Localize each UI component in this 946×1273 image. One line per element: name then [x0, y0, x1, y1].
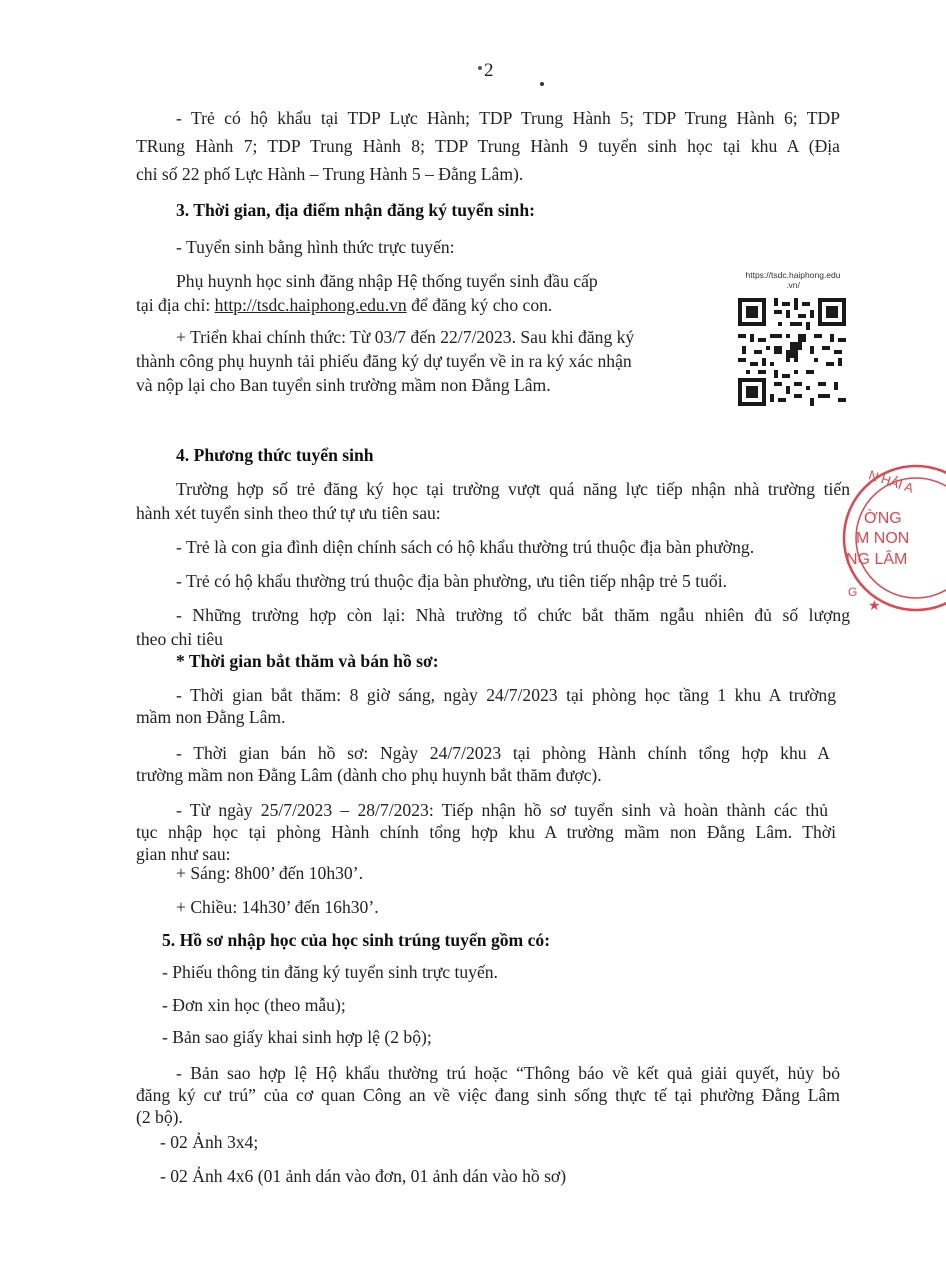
qr-code-icon[interactable] [738, 298, 846, 406]
method-intro-line-1: Trường hợp số trẻ đăng ký học tại trường vượt quá năng lực tiếp nhận nhà trường tiến [176, 479, 850, 499]
login-line-2 [136, 294, 552, 316]
document-item-4-line-1: - Bản sao hợp lệ Hộ khẩu thường trú hoặc “Thông báo về kết quả giải quyết, hủy bỏ [176, 1063, 840, 1083]
section-4-heading: 4. Phương thức tuyển sinh [176, 445, 374, 465]
stamp-text-1: N HẢI A [866, 467, 916, 496]
priority-3-line-1: - Những trường hợp còn lại: Nhà trường tổ chức bắt thăm ngẫu nhiên đủ số lượng [176, 605, 850, 625]
login-prefix: tại địa chỉ: [136, 295, 215, 315]
intake-line-3: gian như sau: [136, 844, 231, 864]
section-5-heading: 5. Hồ sơ nhập học của học sinh trúng tuyển gồm có: [162, 930, 551, 950]
priority-2: - Trẻ có hộ khẩu thường trú thuộc địa bàn phường, ưu tiên tiếp nhập trẻ 5 tuổi. [176, 571, 727, 591]
document-item-6: - 02 Ảnh 4x6 (01 ảnh dán vào đơn, 01 ảnh dán vào hồ sơ) [160, 1166, 567, 1186]
qr-block [736, 270, 850, 290]
sale-time-line-1: - Thời gian bán hồ sơ: Ngày 24/7/2023 tại phòng Hành chính tổng hợp khu A [176, 743, 830, 763]
method-intro-line-2: hành xét tuyển sinh theo thứ tự ưu tiên sau: [136, 503, 441, 523]
document-item-1: - Phiếu thông tin đăng ký tuyển sinh trực tuyến. [162, 962, 498, 982]
online-registration-line: - Tuyển sinh bằng hình thức trực tuyến: [176, 237, 455, 257]
document-item-4-line-2: đăng ký cư trú” của cơ quan Công an về việc đang sinh sống thực tế tại phường Đằng Lâm [136, 1085, 840, 1105]
stamp-star-icon: ★ [868, 597, 881, 613]
page-number: 2 [484, 60, 494, 81]
document-item-3: - Bản sao giấy khai sinh hợp lệ (2 bộ); [162, 1027, 432, 1047]
morning-hours: + Sáng: 8h00’ đến 10h30’. [176, 863, 363, 883]
section-3-heading: 3. Thời gian, địa điểm nhận đăng ký tuyển sinh: [176, 200, 535, 220]
priority-3-line-2: theo chỉ tiêu [136, 629, 223, 649]
lottery-time-line-2: mầm non Đằng Lâm. [136, 707, 286, 727]
scan-speck [478, 66, 482, 70]
stamp-text-2: ỜNG [864, 510, 902, 527]
afternoon-hours: + Chiều: 14h30’ đến 16h30’. [176, 897, 379, 917]
document-item-2: - Đơn xin học (theo mẫu); [162, 995, 346, 1015]
qr-url-line-2: .vn/ [786, 280, 800, 290]
sale-time-line-2: trường mầm non Đằng Lâm (dành cho phụ huynh bắt thăm được). [136, 765, 602, 785]
intake-line-2: tục nhập học tại phòng Hành chính tổng hợp khu A trường mầm non Đằng Lâm. Thời [136, 822, 836, 842]
scan-speck [540, 82, 544, 86]
priority-1: - Trẻ là con gia đình diện chính sách có hộ khẩu thường trú thuộc địa bàn phường. [176, 537, 755, 557]
login-suffix: để đăng ký cho con. [406, 295, 553, 315]
catchment-line-1: - Trẻ có hộ khẩu tại TDP Lực Hành; TDP Trung Hành 5; TDP Trung Hành 6; TDP [176, 108, 840, 128]
school-seal-stamp [836, 460, 946, 620]
stamp-text-4: NG LÂM [846, 551, 908, 568]
deploy-line-3: và nộp lại cho Ban tuyển sinh trường mầm non Đằng Lâm. [136, 375, 551, 395]
intake-line-1: - Từ ngày 25/7/2023 – 28/7/2023: Tiếp nhận hồ sơ tuyển sinh và hoàn thành các thủ [176, 800, 828, 820]
catchment-line-3: chỉ số 22 phố Lực Hành – Trung Hành 5 – Đằng Lâm). [136, 164, 524, 184]
svg-text:G: G [848, 585, 858, 599]
catchment-line-2: TRung Hành 7; TDP Trung Hành 8; TDP Trung Hành 9 tuyển sinh học tại khu A (Địa [136, 136, 840, 156]
login-line-1: Phụ huynh học sinh đăng nhập Hệ thống tuyển sinh đầu cấp [176, 271, 598, 291]
deploy-line-1: + Triển khai chính thức: Từ 03/7 đến 22/7/2023. Sau khi đăng ký [176, 327, 635, 347]
deploy-line-2: thành công phụ huynh tải phiếu đăng ký dự tuyển về in ra ký xác nhận [136, 351, 632, 371]
document-item-5: - 02 Ảnh 3x4; [160, 1132, 259, 1152]
stamp-text-3: M NON [856, 530, 910, 547]
document-item-4-line-3: (2 bộ). [136, 1107, 183, 1127]
lottery-time-line-1: - Thời gian bắt thăm: 8 giờ sáng, ngày 24/7/2023 tại phòng học tầng 1 khu A trường [176, 685, 836, 705]
lottery-heading: * Thời gian bắt thăm và bán hồ sơ: [176, 651, 439, 671]
registration-link[interactable]: http://tsdc.haiphong.edu.vn [214, 295, 407, 315]
qr-url-line-1: https://tsdc.haiphong.edu [745, 270, 841, 280]
